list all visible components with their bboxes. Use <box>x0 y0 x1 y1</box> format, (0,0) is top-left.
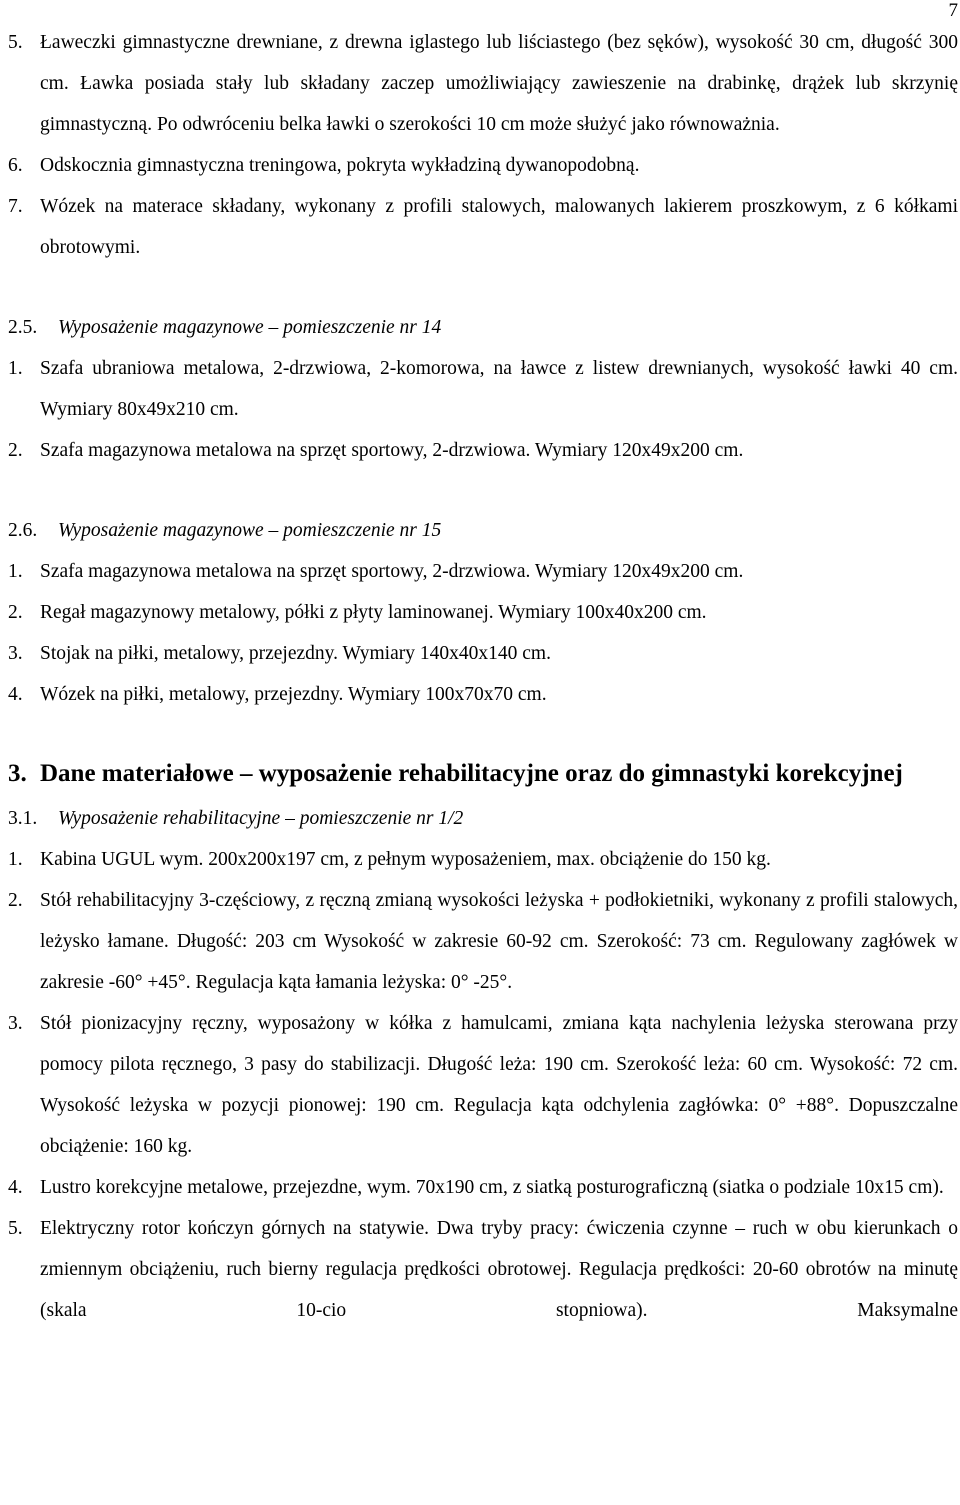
section-heading <box>8 798 958 839</box>
section-number: 2.5. <box>8 317 38 338</box>
item-number: 1. <box>8 849 23 870</box>
list-item <box>8 145 958 186</box>
chapter-title: Dane materiałowe – wyposażenie rehabilitacyjne oraz do gimnastyki korekcyjnej <box>40 760 903 787</box>
item-number: 3. <box>8 1013 23 1034</box>
equipment-list-continued <box>8 22 958 268</box>
item-text: Kabina UGUL wym. 200x200x197 cm, z pełnym wyposażeniem, max. obciążenie do 150 kg. <box>40 849 771 870</box>
item-number: 7. <box>8 196 23 217</box>
item-number: 3. <box>8 643 23 664</box>
item-text: Szafa magazynowa metalowa na sprzęt sportowy, 2-drzwiowa. Wymiary 120x49x200 cm. <box>40 440 744 461</box>
list-item <box>8 592 958 633</box>
item-number: 4. <box>8 1177 23 1198</box>
item-number: 1. <box>8 561 23 582</box>
item-text: Elektryczny rotor kończyn górnych na statywie. Dwa tryby pracy: ćwiczenia czynne – ruch w obu kierunkach o zmiennym obciążeniu, ruch bierny regulacja prędkości obrotowej. Regulacja prędkości: 20-60 obrotów na minutę (skala 10-cio stopniowa). Maksymalne <box>40 1218 958 1321</box>
item-number: 5. <box>8 1218 23 1239</box>
list-item <box>8 186 958 268</box>
item-text: Odskocznia gimnastyczna treningowa, pokryta wykładziną dywanopodobną. <box>40 155 640 176</box>
item-number: 6. <box>8 155 23 176</box>
chapter-heading <box>8 750 958 798</box>
item-text: Wózek na piłki, metalowy, przejezdny. Wymiary 100x70x70 cm. <box>40 684 547 705</box>
item-text: Stojak na piłki, metalowy, przejezdny. Wymiary 140x40x140 cm. <box>40 643 551 664</box>
list-item <box>8 1167 958 1208</box>
list-item <box>8 430 958 471</box>
list-item <box>8 839 958 880</box>
section-heading <box>8 510 958 551</box>
list-item <box>8 22 958 145</box>
list-item <box>8 551 958 592</box>
section-heading <box>8 307 958 348</box>
page-number: 7 <box>948 0 958 21</box>
item-text: Stół rehabilitacyjny 3-częściowy, z ręczną zmianą wysokości leżyska + podłokietniki, wykonany z profili stalowych, leżysko łamane. Długość: 203 cm Wysokość w zakresie 60-92 cm. Szerokość: 73 cm. Regulowany zagłówek w zakresie -60° +45°. Regulacja kąta łamania leżyska: 0° -25°. <box>40 890 958 993</box>
list-item <box>8 674 958 715</box>
item-number: 4. <box>8 684 23 705</box>
list-item <box>8 1003 958 1167</box>
section-title: Wyposażenie rehabilitacyjne – pomieszczenie nr 1/2 <box>58 808 464 829</box>
item-number: 5. <box>8 32 23 53</box>
item-text: Ławeczki gimnastyczne drewniane, z drewna iglastego lub liściastego (bez sęków), wysokość 30 cm, długość 300 cm. Ławka posiada stały lub składany zaczep umożliwiający zawieszenie na drabinkę, drążek lub skrzynię gimnastyczną. Po odwróceniu belka ławki o szerokości 10 cm może służyć jako równoważnia. <box>40 32 958 135</box>
section-title: Wyposażenie magazynowe – pomieszczenie nr 15 <box>58 520 442 541</box>
chapter-number: 3. <box>8 760 27 787</box>
section-title: Wyposażenie magazynowe – pomieszczenie nr 14 <box>58 317 442 338</box>
section-3-1 <box>8 798 958 1331</box>
list-item <box>8 880 958 1003</box>
list-item <box>8 633 958 674</box>
section-2-6 <box>8 510 958 715</box>
item-number: 2. <box>8 890 23 911</box>
list-item <box>8 1208 958 1331</box>
item-text: Wózek na materace składany, wykonany z profili stalowych, malowanych lakierem proszkowym, z 6 kółkami obrotowymi. <box>40 196 958 258</box>
item-number: 2. <box>8 602 23 623</box>
item-text: Regał magazynowy metalowy, półki z płyty laminowanej. Wymiary 100x40x200 cm. <box>40 602 707 623</box>
item-number: 1. <box>8 358 23 379</box>
item-text: Szafa ubraniowa metalowa, 2-drzwiowa, 2-komorowa, na ławce z listew drewnianych, wysokość ławki 40 cm. Wymiary 80x49x210 cm. <box>40 358 958 420</box>
item-text: Stół pionizacyjny ręczny, wyposażony w kółka z hamulcami, zmiana kąta nachylenia leżyska sterowana przy pomocy pilota ręcznego, 3 pasy do stabilizacji. Długość leża: 190 cm. Szerokość leża: 60 cm. Wysokość: 72 cm. Wysokość leżyska w pozycji pionowej: 190 cm. Regulacja kąta odchylenia zagłówka: 0° +88°. Dopuszczalne obciążenie: 160 kg. <box>40 1013 958 1157</box>
list-item <box>8 348 958 430</box>
item-number: 2. <box>8 440 23 461</box>
section-2-5 <box>8 307 958 471</box>
document-body <box>8 22 958 1331</box>
item-text: Szafa magazynowa metalowa na sprzęt sportowy, 2-drzwiowa. Wymiary 120x49x200 cm. <box>40 561 744 582</box>
item-text: Lustro korekcyjne metalowe, przejezdne, wym. 70x190 cm, z siatką posturograficzną (siatka o podziale 10x15 cm). <box>40 1177 944 1198</box>
section-number: 3.1. <box>8 808 38 829</box>
section-number: 2.6. <box>8 520 38 541</box>
